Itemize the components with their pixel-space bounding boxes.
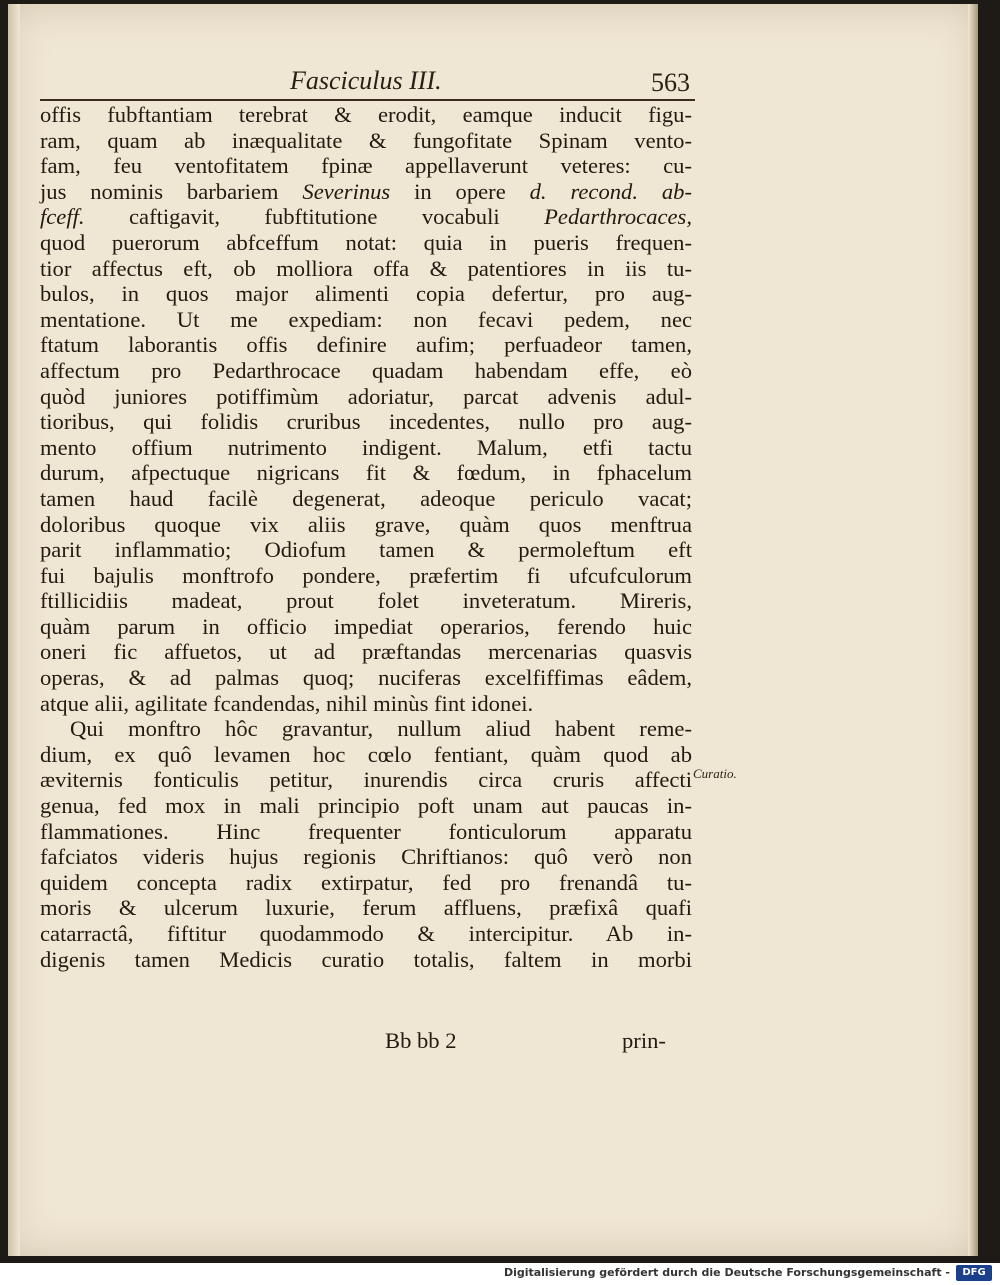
text-line: tioribus, qui folidis cruribus incedentes, nullo pro aug- [40,409,692,435]
footer-bar [0,1263,1000,1285]
running-title: Fasciculus III. [290,66,442,95]
text-line: durum, afpectuque nigricans fit & fœdum, in fphacelum [40,460,692,486]
text-line: Qui monftro hôc gravantur, nullum aliud habent reme- [70,716,692,742]
text-line: æviternis fonticulis petitur, inurendis circa cruris affecti [40,767,692,793]
page-gutter [8,4,20,1256]
body-text [40,102,692,972]
text-line: genua, fed mox in mali principio poft unam aut paucas in- [40,793,692,819]
page-edge [968,4,978,1256]
text-line: ram, quam ab inæqualitate & fungofitate Spinam vento- [40,127,692,153]
text-line: dium, ex quô levamen hoc cœlo fentiant, quàm quod ab [40,741,692,767]
text-line: fceff. caftigavit, fubftitutione vocabuli Pedarthrocaces, [40,204,692,230]
text-line: fafciatos videris hujus regionis Chriftianos: quô verò non [40,844,692,870]
text-line: mento offium nutrimento indigent. Malum, etfi tactu [40,434,692,460]
text-line: tior affectus eft, ob molliora offa & patentiores in iis tu- [40,255,692,281]
text-line: quidem concepta radix extirpatur, fed pro frenandâ tu- [40,869,692,895]
text-line: flammationes. Hinc frequenter fonticulorum apparatu [40,818,692,844]
catchword: prin- [622,1028,666,1053]
text-line: moris & ulcerum luxurie, ferum affluens, præfixâ quafi [40,895,692,921]
text-line: tamen haud facilè degenerat, adeoque periculo vacat; [40,485,692,511]
text-line: doloribus quoque vix aliis grave, quàm quos menftrua [40,511,692,537]
dfg-logo-icon: DFG [956,1265,992,1281]
text-line: operas, & ad palmas quoq; nuciferas excelfiffimas eâdem, [40,665,692,691]
text-line: parit inflammatio; Odiofum tamen & permoleftum eft [40,537,692,563]
text-line: jus nominis barbariem Severinus in opere d. recond. ab- [40,178,692,204]
page-number: 563 [651,68,690,97]
text-line: ftatum laborantis offis definire aufim; perfuadeor tamen, [40,332,692,358]
text-line: fui bajulis monftrofo pondere, præfertim fi ufcufculorum [40,562,692,588]
signature-mark: Bb bb 2 [385,1028,457,1053]
text-line: quòd juniores potiffimùm adoriatur, parcat advenis adul- [40,383,692,409]
text-line: offis fubftantiam terebrat & erodit, eamque inducit figu- [40,102,692,127]
text-line: fam, feu ventofitatem fpinæ appellaverunt veteres: cu- [40,153,692,179]
text-line: ftillicidiis madeat, prout folet inveteratum. Mireris, [40,588,692,614]
text-line: bulos, in quos major alimenti copia defertur, pro aug- [40,281,692,307]
text-line: digenis tamen Medicis curatio totalis, faltem in morbi [40,946,692,972]
text-line: atque alii, agilitate fcandendas, nihil minùs fint idonei. [40,690,534,716]
text-line: mentatione. Ut me expediam: non fecavi pedem, nec [40,306,692,332]
text-line: quod puerorum abfceffum notat: quia in pueris frequen- [40,229,692,255]
funding-credit: Digitalisierung gefördert durch die Deutsche Forschungsgemeinschaft - [503,1266,950,1279]
text-line: quàm parum in officio impediat operarios, ferendo huic [40,613,692,639]
text-line: oneri fic affuetos, ut ad præftandas mercenarias quasvis [40,639,692,665]
running-head [270,62,690,98]
header-rule [40,99,695,101]
text-line: catarractâ, fiftitur quodammodo & intercipitur. Ab in- [40,921,692,946]
text-line: affectum pro Pedarthrocace quadam habendam effe, eò [40,357,692,383]
marginal-note: Curatio. [693,766,737,781]
